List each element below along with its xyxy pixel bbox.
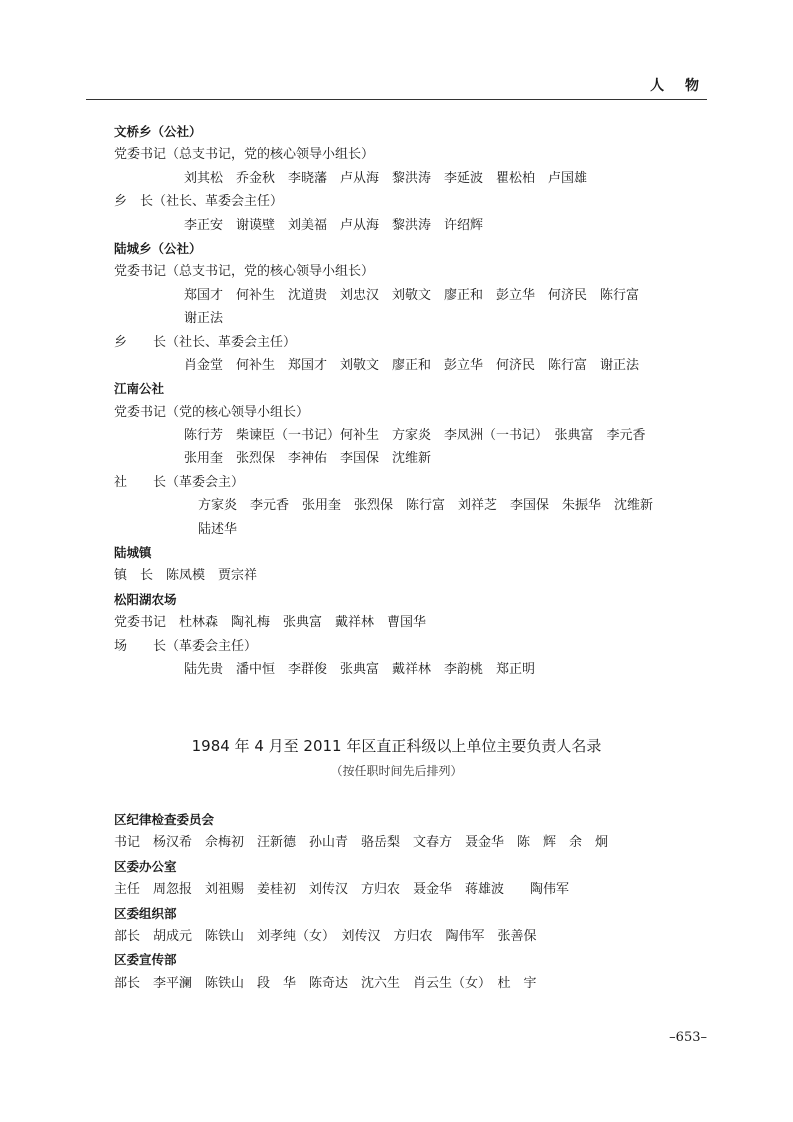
section-heading: 文桥乡（公社） [114,124,202,139]
name-list: 陈行芳 柴谏臣（一书记）何补生 方家炎 李凤洲（一书记） 张典富 李元香 [184,428,646,444]
name-list: 陆述华 [198,521,238,537]
position-label: 乡 长（社长、革委会主任） [114,194,284,210]
position-label: 党委书记（总支书记，党的核心领导小组长） [114,264,375,280]
name-list: 部长 胡成元 陈铁山 刘孝纯（女） 刘传汉 方归农 陶伟军 张善保 [114,928,537,944]
name-list: 主任 周忽报 刘祖赐 姜桂初 刘传汉 方归农 聂金华 蒋雄波 陶伟军 [114,882,570,898]
section-header: 人 物 [650,78,707,94]
header-divider [86,99,707,100]
name-list: 谢正法 [184,311,224,327]
section-heading: 区委宣传部 [114,952,177,968]
name-list: 陆先贵 潘中恒 李群俊 张典富 戴祥林 李韵桃 郑正明 [184,661,536,677]
page-number: –653– [669,1030,707,1045]
name-list: 肖金堂 何补生 郑国才 刘敬文 廖正和 彭立华 何济民 陈行富 谢正法 [184,357,640,373]
name-list: 郑国才 何补生 沈道贵 刘忠汉 刘敬文 廖正和 彭立华 何济民 陈行富 [184,287,640,303]
section-heading: 陆城镇 [114,545,152,561]
position-label: 镇 长 陈凤模 贾宗祥 [114,568,258,584]
position-label: 党委书记（总支书记，党的核心领导小组长） [114,147,375,163]
section-heading: 区委办公室 [114,858,177,874]
section-heading: 陆城乡（公社） [114,240,202,256]
position-label: 党委书记 杜林森 陶礼梅 张典富 戴祥林 曹国华 [114,615,427,631]
district-leaders-list [114,808,734,995]
position-label: 场 长（革委会主任） [114,638,258,654]
name-list: 方家炎 李元香 张用奎 张烈保 陈行富 刘祥芝 李国保 朱振华 沈维新 [198,498,654,514]
name-list: 李正安 谢谟壁 刘美福 卢从海 黎洪涛 许绍辉 [184,217,484,233]
name-list: 张用奎 张烈保 李神佑 李国保 沈维新 [184,451,432,467]
section-heading: 江南公社 [114,381,165,397]
name-list: 书记 杨汉希 佘梅初 汪新德 孙山青 骆岳梨 文春方 聂金华 陈 辉 余 炯 [114,835,609,851]
list-title: 1984 年 4 月至 2011 年区直正科级以上单位主要负责人名录 [191,737,602,755]
list-subtitle: （按任职时间先后排列） [330,764,463,778]
name-list: 刘其松 乔金秋 李晓藩 卢从海 黎洪涛 李延波 瞿松柏 卢国雄 [184,170,588,186]
section-heading: 区纪律检查委员会 [114,812,215,827]
name-list: 部长 李平澜 陈铁山 段 华 陈奇达 沈六生 肖云生（女） 杜 宇 [114,975,537,991]
section-heading: 区委组织部 [114,905,177,921]
section-heading: 松阳湖农场 [114,591,177,607]
position-label: 乡 长（社长、革委会主任） [114,334,297,350]
position-label: 社 长（革委会主） [114,474,245,490]
county-leaders-list [114,120,714,681]
position-label: 党委书记（党的核心领导小组长） [114,404,310,420]
